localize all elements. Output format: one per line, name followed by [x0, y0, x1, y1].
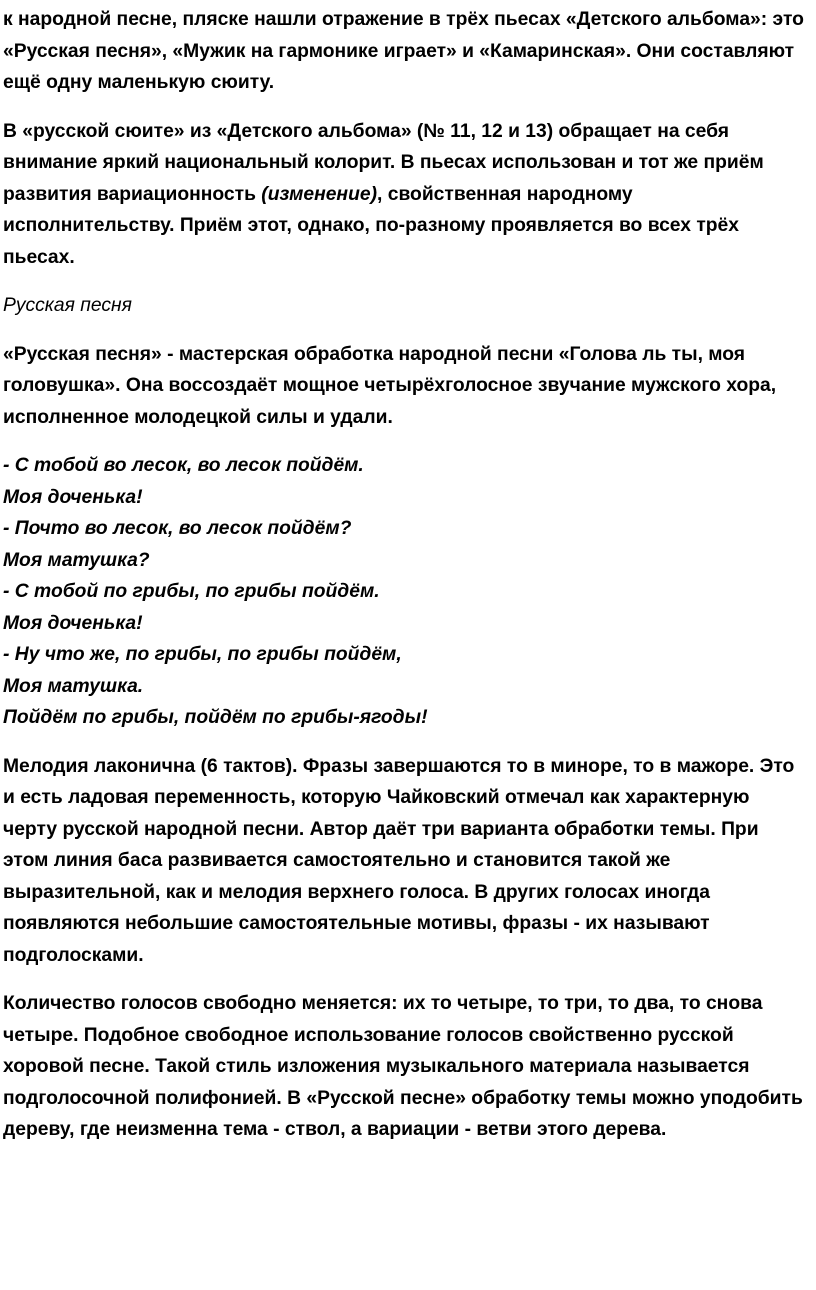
song-verse [3, 450, 808, 734]
verse-line: Моя матушка? [3, 549, 150, 571]
paragraph-suite-emphasis: (изменение) [261, 183, 378, 205]
verse-line: Моя матушка. [3, 675, 144, 697]
verse-line: Пойдём по грибы, пойдём по грибы-ягоды! [3, 707, 428, 728]
verse-line: - С тобой во лесок, во лесок пойдём. [3, 455, 364, 476]
paragraph-suite-text-2: , свойственная народному исполнительству. Приём этот, однако, по-разному проявляется во всех трёх пьесах. [3, 183, 740, 268]
paragraph-russian-song: «Русская песня» - мастерская обработка народной песни «Голова ль ты, моя головушка». Она воссоздаёт мощное четырёхголосное звучание мужского хора, исполненное молодецкой силы и удали. [3, 343, 777, 428]
paragraph-voices: Количество голосов свободно меняется: их то четыре, то три, то два, то снова четыре. Подобное свободное использование голосов свойственно русской хоровой песне. Такой стиль изложения музыкального материала называется подголосочной полифонией. В «Русской песне» обработку темы можно уподобить дереву, где неизменна тема - ствол, а вариации - ветви этого дерева. [3, 993, 803, 1140]
verse-line: - С тобой по грибы, по грибы пойдём. [3, 581, 380, 602]
paragraph-intro: к народной песне, пляске нашли отражение в трёх пьесах «Детского альбома»: это «Русская песня», «Мужик на гармонике играет» и «Камаринская». Они составляют ещё одну маленькую сюиту. [3, 9, 804, 93]
paragraph-suite-text-1: В «русской сюите» из «Детского альбома» (№ 11, 12 и 13) обращает на себя внимание яркий национальный колорит. В пьесах использован и тот же приём развития вариационность [3, 120, 764, 205]
verse-line: Моя доченька! [3, 612, 143, 634]
section-heading: Русская песня [3, 295, 132, 316]
paragraph-suite [3, 116, 808, 274]
verse-line: - Почто во лесок, во лесок пойдём? [3, 518, 352, 539]
paragraph-melody: Мелодия лаконична (6 тактов). Фразы завершаются то в миноре, то в мажоре. Это и есть ладовая переменность, которую Чайковский отмечал как характерную черту русской народной песни. Автор даёт три варианта обработки темы. При этом линия баса развивается самостоятельно и становится такой же выразительной, как и мелодия верхнего голоса. В других голосах иногда появляются небольшие самостоятельные мотивы, фразы - их называют подголосками. [3, 755, 795, 966]
verse-line: - Ну что же, по грибы, по грибы пойдём, [3, 644, 402, 665]
verse-line: Моя доченька! [3, 486, 143, 508]
